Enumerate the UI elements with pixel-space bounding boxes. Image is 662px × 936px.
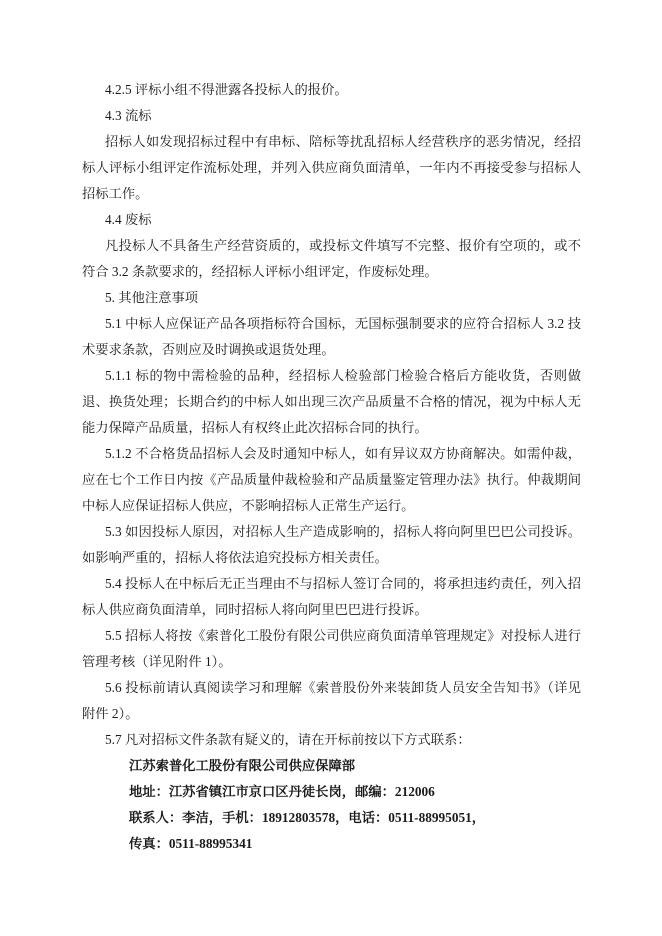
clause-5-1-2: 5.1.2 不合格货品招标人会及时通知中标人，如有异议双方协商解决。如需仲裁，应在七个工作日内按《产品质量仲裁检验和产品质量鉴定管理办法》执行。仲裁期间中标人应保证招标人供应，不影响招标人正常生产运行。: [82, 446, 581, 513]
clause-5-1: 5.1 中标人应保证产品各项指标符合国标，无国标强制要求的应符合招标人 3.2 技术要求条款，否则应及时调换或退货处理。: [82, 316, 581, 357]
clause-5-1-1: 5.1.1 标的物中需检验的品种，经招标人检验部门检验合格后方能收货，否则做退、换货处理；长期合约的中标人如出现三次产品质量不合格的情况，视为中标人无能力保障产品质量，招标人有权终止此次招标合同的执行。: [82, 368, 581, 435]
clause-5-3: 5.3 如因投标人原因，对招标人生产造成影响的，招标人将向阿里巴巴公司投诉。如影响严重的，招标人将依法追究投标方相关责任。: [82, 524, 581, 565]
contact-department: 江苏索普化工股份有限公司供应保障部: [129, 758, 356, 773]
clause-5-5: 5.5 招标人将按《索普化工股份有限公司供应商负面清单管理规定》对投标人进行管理考核（详见附件 1）。: [82, 628, 581, 669]
contact-address: 地址：江苏省镇江市京口区丹徒长岗，邮编：212006: [129, 784, 435, 799]
contact-person-phone: 联系人：李洁，手机：18912803578，电话：0511-88995051，: [129, 810, 486, 825]
heading-4-4-invalid-bid: 4.4 废标: [105, 212, 152, 227]
clause-4-4-body: 凡投标人不具备生产经营资质的，或投标文件填写不完整、报价有空项的，或不符合 3.2 条款要求的，经招标人评标小组评定，作废标处理。: [82, 238, 581, 279]
heading-4-3-failed-bid: 4.3 流标: [105, 108, 152, 123]
contact-fax: 传真：0511-88995341: [129, 836, 253, 851]
clause-4-3-body: 招标人如发现招标过程中有串标、陪标等扰乱招标人经营秩序的恶劣情况，经招标人评标小组评定作流标处理，并列入供应商负面清单，一年内不再接受参与招标人招标工作。: [82, 134, 581, 201]
clause-5-7: 5.7 凡对招标文件条款有疑义的，请在开标前按以下方式联系：: [105, 732, 471, 747]
clause-5-6: 5.6 投标前请认真阅读学习和理解《索普股份外来装卸货人员安全告知书》（详见附件 2）。: [82, 680, 581, 721]
heading-5-other-notes: 5. 其他注意事项: [105, 290, 199, 305]
clause-4-2-5: 4.2.5 评标小组不得泄露各投标人的报价。: [105, 82, 348, 97]
clause-5-4: 5.4 投标人在中标后无正当理由不与招标人签订合同的，将承担违约责任，列入招标人供应商负面清单，同时招标人将向阿里巴巴进行投诉。: [82, 576, 581, 617]
document-content: [82, 77, 581, 857]
